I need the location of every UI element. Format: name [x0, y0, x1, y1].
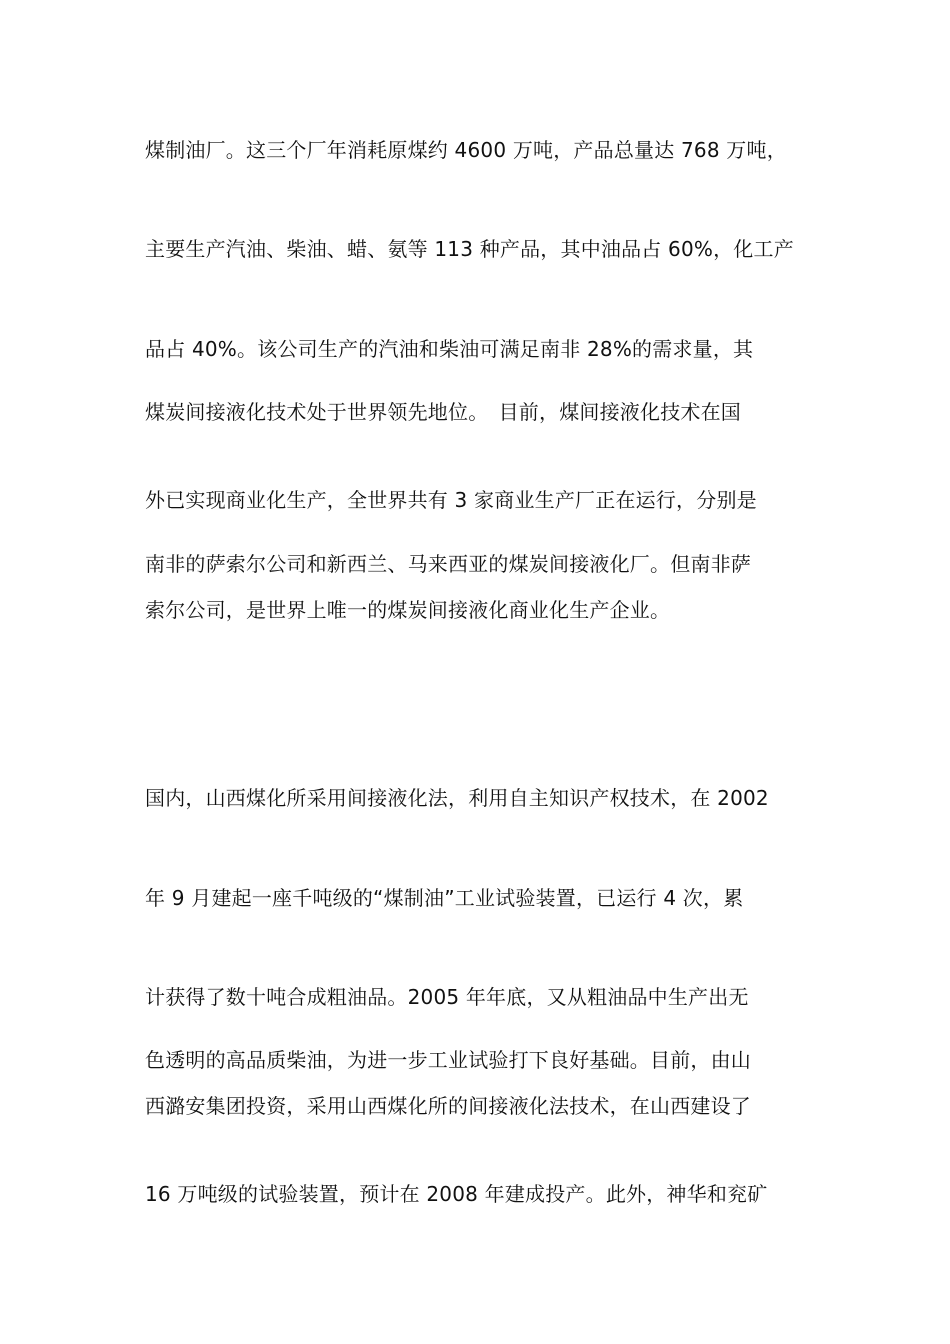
paragraph-1-line-7: 索尔公司，是世界上唯一的煤炭间接液化商业化生产企业。: [145, 598, 671, 622]
paragraph-1-line-4: 煤炭间接液化技术处于世界领先地位。 目前，煤间接液化技术在国: [145, 400, 741, 424]
paragraph-1-line-2: 主要生产汽油、柴油、蜡、氨等 113 种产品，其中油品占 60%，化工产: [145, 237, 794, 261]
paragraph-2-line-4: 色透明的高品质柴油，为进一步工业试验打下良好基础。目前，由山: [145, 1048, 751, 1072]
paragraph-2-line-5: 西潞安集团投资，采用山西煤化所的间接液化法技术，在山西建设了: [145, 1094, 751, 1118]
paragraph-1-line-6: 南非的萨索尔公司和新西兰、马来西亚的煤炭间接液化厂。但南非萨: [145, 552, 751, 576]
paragraph-1-line-1: 煤制油厂。这三个厂年消耗原煤约 4600 万吨，产品总量达 768 万吨，: [145, 138, 787, 162]
paragraph-2-line-6: 16 万吨级的试验装置，预计在 2008 年建成投产。此外，神华和兖矿: [145, 1182, 768, 1206]
paragraph-2-line-1: 国内，山西煤化所采用间接液化法，利用自主知识产权技术，在 2002: [145, 786, 769, 810]
paragraph-2-line-3: 计获得了数十吨合成粗油品。2005 年年底，又从粗油品中生产出无: [145, 985, 749, 1009]
paragraph-1-line-3: 品占 40%。该公司生产的汽油和柴油可满足南非 28%的需求量，其: [145, 337, 754, 361]
paragraph-1-line-5: 外已实现商业化生产，全世界共有 3 家商业生产厂正在运行，分别是: [145, 488, 757, 512]
paragraph-2-line-2: 年 9 月建起一座千吨级的“煤制油”工业试验装置，已运行 4 次，累: [145, 886, 744, 910]
